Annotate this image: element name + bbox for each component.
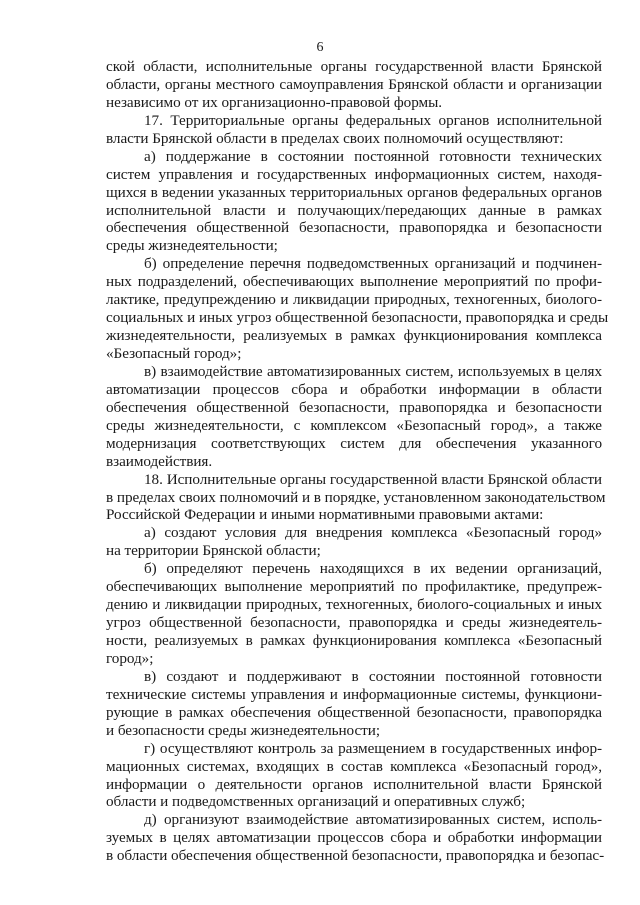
text-line: г) осуществляют контроль за размещением в государственных инфор- (144, 739, 602, 757)
text-line: области и подведомственных организаций и оперативных служб; (106, 793, 526, 811)
text-line: ской области, исполнительные органы государственной власти Брянской (106, 58, 602, 75)
text-line: а) создают условия для внедрения комплекса «Безопасный город» (144, 524, 602, 542)
text-line: мационных системах, входящих в состав комплекса «Безопасный город», (106, 757, 602, 775)
text-line: ных подразделений, обеспечивающих выполнение мероприятий по профи- (106, 273, 602, 291)
text-line: «Безопасный город»; (106, 345, 242, 362)
text-line: независимо от их организационно-правовой формы. (106, 93, 442, 111)
text-line: модернизация соответствующих систем для обеспечения указанного (106, 434, 602, 452)
text-line: Российской Федерации и иными нормативными правовыми актами: (106, 506, 544, 524)
text-line: город»; (106, 649, 154, 667)
text-line: дению и ликвидации природных, техногенных, биолого-социальных и иных (106, 596, 602, 614)
text-line: 18. Исполнительные органы государственной власти Брянской области (144, 470, 602, 488)
text-line: власти Брянской области в пределах своих полномочий осуществляют: (106, 129, 564, 147)
text-line: рующие в рамках обеспечения общественной безопасности, правопорядка (106, 703, 602, 721)
text-line: обеспечения общественной безопасности, правопорядка и безопасности (106, 219, 602, 237)
text-line: автоматизации процессов сбора и обработки информации в области (106, 380, 602, 398)
text-line: щихся в ведении указанных территориальных органов федеральных органов (106, 183, 602, 201)
text-line: в) создают и поддерживают в состоянии постоянной готовности (144, 667, 602, 685)
text-line: а) поддержание в состоянии постоянной готовности технических (144, 147, 602, 165)
text-line: угроз общественной безопасности, правопорядка и среды жизнедеятель- (106, 614, 602, 632)
text-line: ности, реализуемых в рамках функционирования комплекса «Безопасный (106, 632, 602, 649)
text-line: взаимодействия. (106, 452, 213, 470)
text-line: среды жизнедеятельности; (106, 237, 278, 255)
text-line: области, органы местного самоуправления Брянской области и организации (106, 75, 602, 93)
text-line: обеспечивающих выполнение мероприятий по профилактике, предупреж- (106, 578, 602, 596)
text-line: в) взаимодействие автоматизированных систем, используемых в целях (144, 362, 602, 380)
text-line: технические системы управления и информационные системы, функциони- (106, 685, 602, 703)
document-body (106, 58, 609, 865)
text-line: б) определение перечня подведомственных организаций и подчинен- (144, 255, 602, 273)
text-line: в области обеспечения общественной безопасности, правопорядка и безопас- (106, 847, 605, 865)
text-line: б) определяют перечень находящихся в их ведении организаций, (144, 560, 602, 578)
text-line: и безопасности среды жизнедеятельности; (106, 721, 380, 739)
page-number: 6 (316, 40, 324, 55)
text-line: в пределах своих полномочий и в порядке, установленном законодательством (106, 488, 606, 506)
text-line: 17. Территориальные органы федеральных органов исполнительной (144, 111, 602, 129)
text-line: на территории Брянской области; (106, 542, 321, 560)
text-line: лактике, предупреждению и ликвидации природных, техногенных, биолого- (106, 291, 602, 309)
text-line: жизнедеятельности, реализуемых в рамках функционирования комплекса (106, 327, 602, 345)
text-line: систем управления и государственных информационных систем, находя- (106, 165, 602, 183)
text-line: информации о деятельности органов исполнительной власти Брянской (106, 775, 602, 793)
text-line: д) организуют взаимодействие автоматизированных систем, исполь- (144, 811, 602, 829)
text-line: зуемых в целях автоматизации процессов сбора и обработки информации (106, 829, 602, 847)
text-line: исполнительной власти и получающих/передающих данные в рамках (106, 201, 602, 219)
text-line: обеспечения общественной безопасности, правопорядка и безопасности (106, 398, 602, 416)
text-line: социальных и иных угроз общественной безопасности, правопорядка и среды (106, 309, 609, 327)
text-line: среды жизнедеятельности, с комплексом «Безопасный город», а также (106, 416, 602, 434)
